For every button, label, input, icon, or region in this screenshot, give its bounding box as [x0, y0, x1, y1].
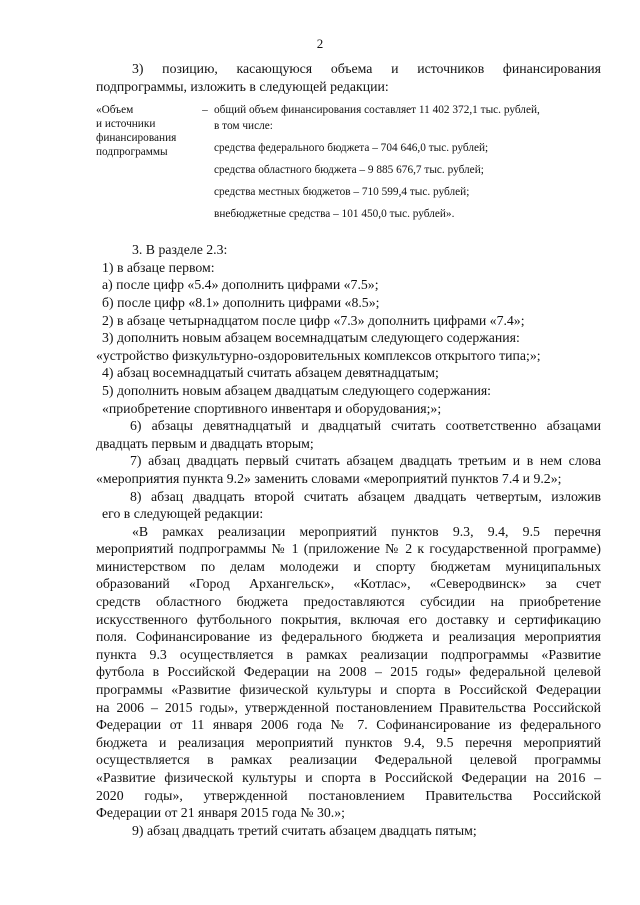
- body-line: «устройство физкультурно-оздоровительных комплексов открытого типа;»;: [96, 347, 541, 363]
- finance-table: [96, 103, 601, 229]
- quote-line: пункта 9.3 осуществляется в рамках реализации подпрограммы «Развитие: [96, 646, 601, 662]
- finance-table-label: [96, 103, 196, 229]
- body-line: а) после цифр «5.4» дополнить цифрами «7.5»;: [102, 277, 379, 293]
- section-heading: 3. В разделе 2.3:: [132, 242, 228, 258]
- body-line: «мероприятия пункта 9.2» заменить словами «мероприятий пунктов 7.4 и 9.2»;: [96, 470, 562, 486]
- intro-line: подпрограммы, изложить в следующей редакции:: [96, 78, 389, 94]
- value-line: средства областного бюджета – 9 885 676,7 тыс. рублей;: [214, 164, 484, 177]
- body-line: «приобретение спортивного инвентаря и оборудования;»;: [102, 400, 442, 416]
- document-body: [96, 60, 601, 839]
- quote-line: министерством по делам молодежи и спорту бюджетам муниципальных: [96, 558, 601, 574]
- label-line: «Объем: [96, 104, 134, 117]
- label-line: финансирования: [96, 132, 177, 145]
- quote-line: футбола в Российской Федерации на 2008 – 2015 годы» федеральной целевой: [96, 664, 601, 680]
- quote-line: бюджета и реализация мероприятий пунктов 9.4, 9.5 перечня мероприятий: [96, 734, 601, 750]
- value-line: в том числе:: [214, 120, 273, 133]
- quote-line: мероприятий подпрограммы № 1 (приложение № 2 к государственной программе): [96, 541, 601, 557]
- body-line: б) после цифр «8.1» дополнить цифрами «8.5»;: [102, 294, 380, 310]
- quote-line: 2020 годы», утвержденной постановлением Правительства Российской: [96, 787, 601, 803]
- page-number: 2: [316, 36, 324, 51]
- body-line: двадцать первым и двадцать вторым;: [96, 435, 314, 451]
- label-line: и источники: [96, 118, 156, 131]
- quote-line: на 2006 – 2015 годы», утвержденной постановлением Правительства Российской: [96, 699, 601, 715]
- quote-line: образований «Город Архангельск», «Котлас», «Северодвинск» за счет: [96, 576, 601, 592]
- quote-line: поля. Софинансирование из федерального бюджета и реализация мероприятия: [96, 629, 601, 645]
- body-line: 1) в абзаце первом:: [102, 259, 215, 275]
- quote-line: средств областного бюджета предоставляются субсидии на приобретение: [96, 594, 601, 610]
- quote-line: Федерации от 21 января 2015 года № 30.»;: [96, 805, 345, 821]
- quote-line: «В рамках реализации мероприятий пунктов 9.3, 9.4, 9.5 перечня: [132, 523, 601, 539]
- value-line: общий объем финансирования составляет 11 402 372,1 тыс. рублей,: [214, 104, 540, 117]
- quote-line: искусственного футбольного покрытия, включая его доставку и сертификацию: [96, 611, 601, 627]
- value-line: средства федерального бюджета – 704 646,0 тыс. рублей;: [214, 142, 489, 155]
- body-line: 7) абзац двадцать первый считать абзацем двадцать третьим и в нем слова: [130, 453, 601, 469]
- body-line: 6) абзацы девятнадцатый и двадцатый считать соответственно абзацами: [130, 418, 601, 434]
- intro-line: 3) позицию, касающуюся объема и источников финансирования: [132, 61, 601, 76]
- finance-table-dash: –: [202, 104, 208, 117]
- quote-line: Федерации от 11 января 2006 года № 7. Софинансирование из федерального: [96, 717, 601, 733]
- body-line: 4) абзац восемнадцатый считать абзацем девятнадцатым;: [102, 365, 439, 381]
- body-line: 3) дополнить новым абзацем восемнадцатым следующего содержания:: [102, 330, 520, 346]
- value-line: внебюджетные средства – 101 450,0 тыс. рублей».: [214, 208, 455, 221]
- quote-line: осуществляется в рамках реализации Федеральной целевой программы: [96, 752, 601, 768]
- body-line: 8) абзац двадцать второй считать абзацем двадцать четвертым, изложив: [130, 488, 601, 504]
- body-line: его в следующей редакции:: [102, 506, 264, 522]
- label-line: подпрограммы: [96, 146, 168, 159]
- value-line: средства местных бюджетов – 710 599,4 тыс. рублей;: [214, 186, 470, 199]
- quote-line: «Развитие физической культуры и спорта в Российской Федерации на 2016 –: [96, 770, 601, 785]
- finance-table-values: [214, 103, 601, 229]
- body-line: 5) дополнить новым абзацем двадцатым следующего содержания:: [102, 382, 492, 398]
- quote-line: программы «Развитие физической культуры и спорта в Российской Федерации: [96, 682, 601, 698]
- body-line: 2) в абзаце четырнадцатом после цифр «7.3» дополнить цифрами «7.4»;: [102, 312, 525, 328]
- body-line: 9) абзац двадцать третий считать абзацем двадцать пятым;: [132, 822, 477, 838]
